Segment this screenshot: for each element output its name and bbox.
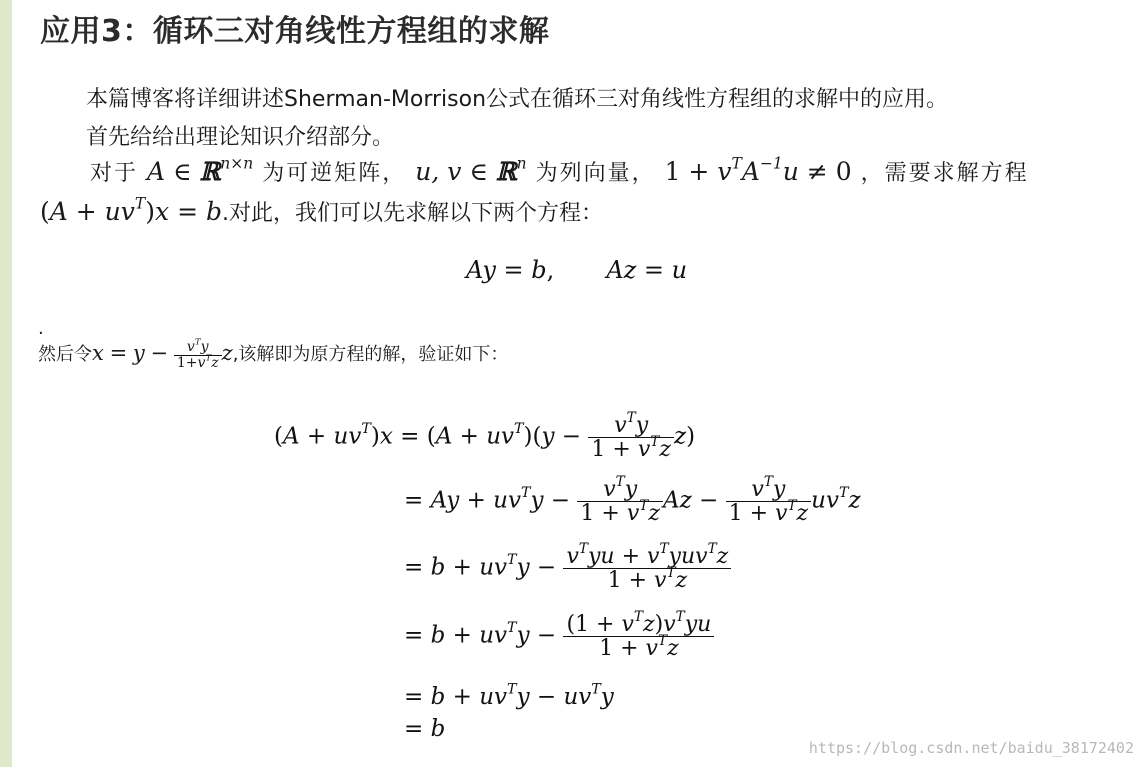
text-then-let: 然后令 bbox=[38, 344, 92, 366]
section-title: 应用3：循环三对角线性方程组的求解 bbox=[40, 14, 550, 49]
text-need-solve: ，需要求解方程 bbox=[860, 161, 1029, 186]
derivation-row-4: = $b + uv^Ty$ − $\frac{(1 + v^Tz)v^Tyu}{1 + v^Tz}$ bbox=[404, 613, 714, 660]
text-verify: ,该解即为原方程的解，验证如下： bbox=[232, 344, 509, 366]
derivation-row-5: = $b + uv^Ty - uv^Ty$ bbox=[404, 681, 614, 710]
text-invertible: 为可逆矩阵， bbox=[262, 161, 407, 186]
text-for: 对于 bbox=[90, 161, 139, 186]
intro-line-1: 本篇博客将详细讲述Sherman-Morrison公式在循环三对角线性方程组的求解中的应用。 bbox=[86, 87, 949, 112]
derivation-row-1: $(A + uv^T)x = (A + uv^T)(y$ − $\frac{v^Ty}{1 + v^Tz}$ z) bbox=[274, 409, 696, 463]
intro-line-2: 首先给给出理论知识介绍部分。 bbox=[86, 125, 395, 150]
intro-line-4 bbox=[40, 196, 603, 227]
text-column-vectors: 为列向量， bbox=[535, 161, 656, 186]
math-equation: $(A + uv^T)x = b$ bbox=[40, 194, 222, 226]
watermark: https://blog.csdn.net/baidu_38172402 bbox=[808, 739, 1134, 757]
fraction-small: $\frac{v^Ty}{1+v^Tz}$ bbox=[174, 340, 222, 370]
then-line: 然后令x = y − $\frac{v^Ty}{1+v^Tz}$ z,该解即为原方程的解，验证如下： bbox=[38, 337, 509, 371]
derivation-row-2: = $Ay + uv^Ty$ − $\frac{v^Ty}{1 + v^Tz}$ Az − $\frac{v^Ty}{1 + v^Tz}$ $uv^Tz$ bbox=[404, 473, 861, 527]
text-two-equations: .对此，我们可以先求解以下两个方程： bbox=[221, 201, 603, 226]
dot-marker: . bbox=[38, 318, 44, 339]
math-condition: $1 + v^TA^{-1}u \ne 0$ bbox=[664, 154, 852, 186]
derivation-row-3: = $b + uv^Ty$ − $\frac{v^Tyu + v^Tyuv^Tz}{1 + v^Tz}$ bbox=[404, 545, 731, 592]
intro-line-3 bbox=[90, 156, 1029, 187]
derivation-row-6: = b bbox=[404, 716, 446, 742]
math-uv-in-rn: u, v ∈ ℝ$^n$ bbox=[415, 154, 527, 186]
display-two-systems: Ay = b, Az = u bbox=[466, 256, 688, 284]
math-a-in-rnn: A ∈ ℝ$^{n\times n}$ bbox=[147, 154, 254, 186]
